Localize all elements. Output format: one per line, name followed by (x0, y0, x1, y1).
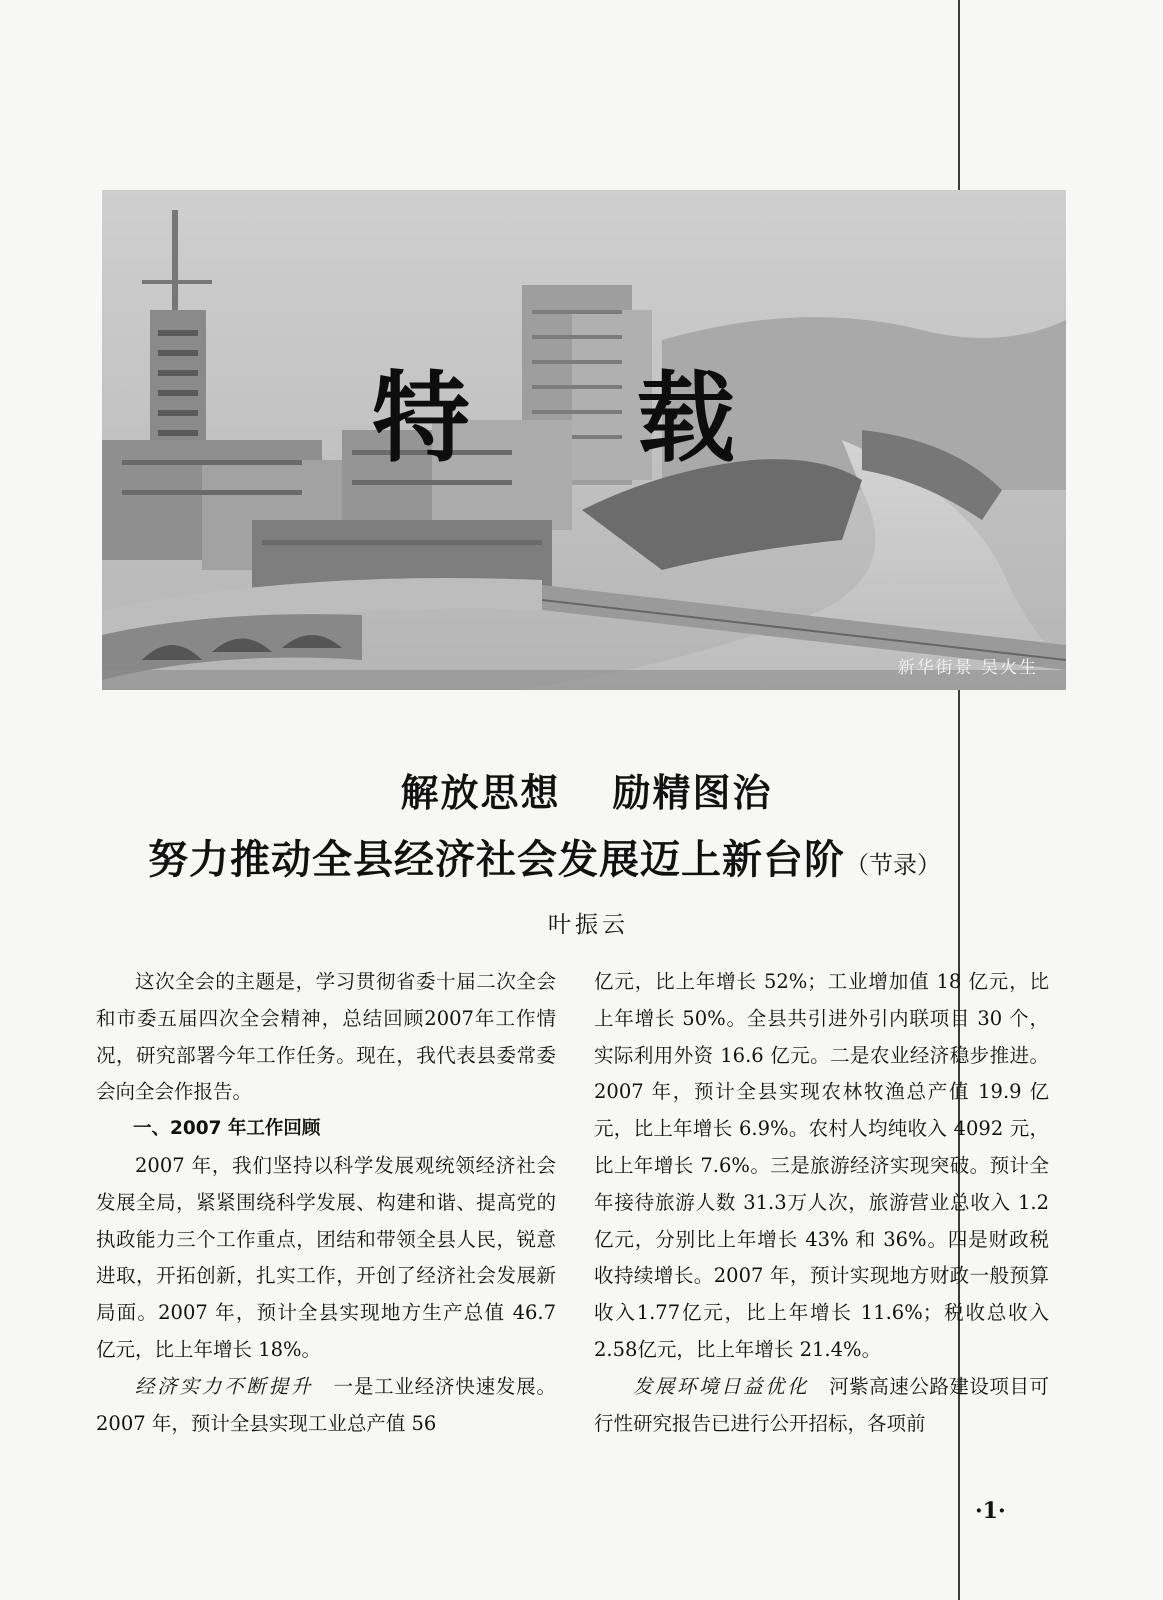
article-title-part-2: 励精图治 (612, 771, 773, 815)
paragraph (594, 1369, 1049, 1443)
paragraph: 这次全会的主题是，学习贯彻省委十届二次全会和市委五届四次全会精神，总结回顾2007年工作情况，研究部署今年工作任务。现在，我代表县委常委会向全会作报告。 (96, 970, 556, 1104)
run-in-heading: 经济实力不断提升 (135, 1374, 314, 1398)
article-title (0, 762, 1163, 817)
section-heading: 一、2007 年工作回顾 (133, 1118, 321, 1140)
banner-title-char-2: 载 (637, 362, 736, 476)
paragraph-text: 河紫高速公路建设项目可行性研究报告已进行公开招标，各项前 (594, 1374, 1049, 1435)
run-in-heading: 发展环境日益优化 (633, 1374, 810, 1398)
cityscape-illustration (102, 190, 1066, 690)
left-column (96, 964, 556, 1442)
article-subtitle-text: 努力推动全县经济社会发展迈上新台阶 (148, 837, 845, 883)
right-column (594, 964, 1049, 1442)
paragraph (96, 1369, 556, 1443)
article-subtitle-note: （节录） (845, 851, 941, 879)
paragraph-text: 一是工业经济快速发展。2007 年，预计全县实现工业总产值 56 (96, 1374, 556, 1435)
paragraph: 亿元，比上年增长 52%；工业增加值 18 亿元，比上年增长 50%。全县共引进外引内联项目 30 个，实际利用外资 16.6 亿元。二是农业经济稳步推进。2007 年，预计全县实现农林牧渔总产值 19.9 亿元，比上年增长 6.9%。农村人均纯收入 4092 元，比上年增长 7.6%。三是旅游经济实现突破。预计全年接待旅游人数 31.3万人次，旅游营业总收入 1.2 亿元，分别比上年增长 43% 和 36%。四是财政税收持续增长。2007 年，预计实现地方财政一般预算收入1.77亿元，比上年增长 11.6%；税收总收入 2.58亿元，比上年增长 21.4%。 (594, 970, 1049, 1361)
banner-photo (102, 190, 1066, 690)
photo-caption: 新华街景 吴火生 (897, 658, 1038, 678)
article-subtitle (148, 828, 941, 885)
banner-title-char-1: 特 (372, 362, 471, 476)
author: 叶振云 (548, 912, 629, 938)
paragraph: 2007 年，我们坚持以科学发展观统领经济社会发展全局，紧紧围绕科学发展、构建和谐、提高党的执政能力三个工作重点，团结和带领全县人民，锐意进取，开拓创新，扎实工作，开创了经济社会发展新局面。2007 年，预计全县实现地方生产总值 46.7 亿元，比上年增长 18%。 (96, 1153, 556, 1361)
page-number: ·1· (975, 1498, 1006, 1524)
article-title-part-1: 解放思想 (400, 771, 561, 815)
